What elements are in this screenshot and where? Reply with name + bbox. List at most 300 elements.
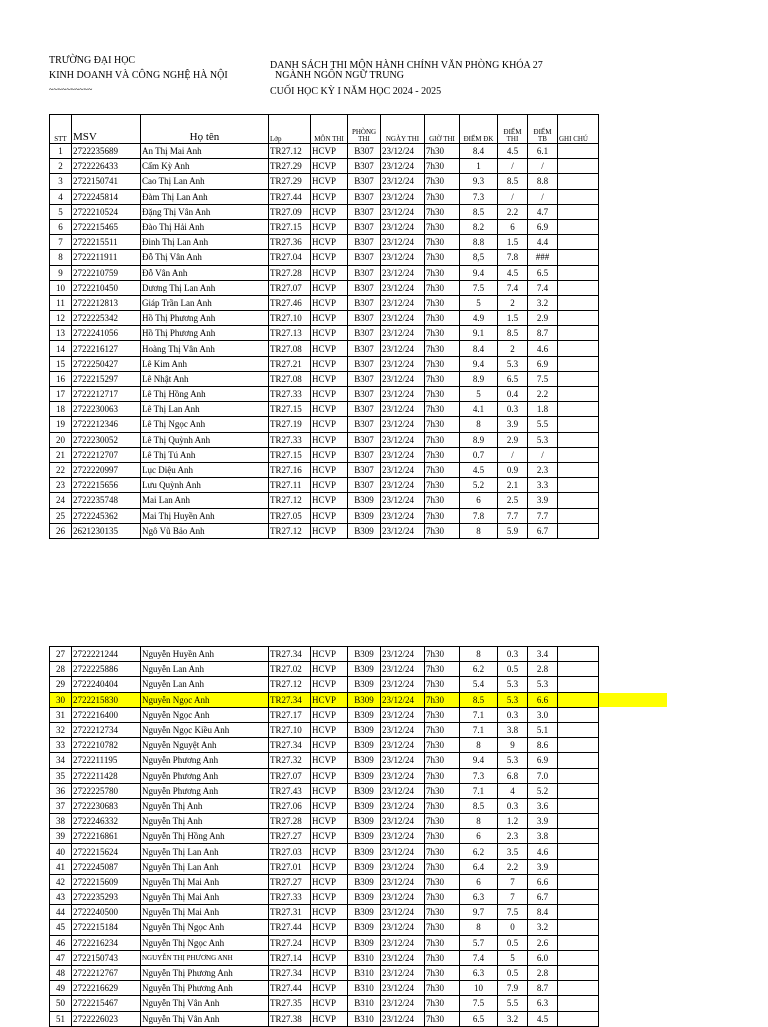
cell-name: Đỗ Vân Anh xyxy=(141,265,269,280)
cell-name: Ngô Vũ Bảo Anh xyxy=(141,523,269,538)
table-row xyxy=(50,677,599,692)
cell-msv: 2722215830 xyxy=(72,692,141,707)
cell-time: 7h30 xyxy=(425,402,460,417)
cell-exam-score: / xyxy=(498,189,528,204)
column-header-room: PHÒNG THI xyxy=(348,115,381,144)
cell-average-score: 8.4 xyxy=(528,905,558,920)
cell-attendance-score: 10 xyxy=(460,981,498,996)
cell-msv: 2722225886 xyxy=(72,662,141,677)
cell-time: 7h30 xyxy=(425,753,460,768)
cell-notes xyxy=(558,265,599,280)
cell-msv: 2722215184 xyxy=(72,920,141,935)
cell-attendance-score: 9.4 xyxy=(460,753,498,768)
cell-msv: 2722215656 xyxy=(72,478,141,493)
cell-room: B309 xyxy=(348,844,381,859)
cell-room: B309 xyxy=(348,493,381,508)
table-row xyxy=(50,204,599,219)
cell-attendance-score: 6 xyxy=(460,829,498,844)
cell-msv: 2722216861 xyxy=(72,829,141,844)
cell-time: 7h30 xyxy=(425,447,460,462)
cell-date: 23/12/24 xyxy=(381,478,425,493)
table-row xyxy=(50,508,599,523)
cell-subject: HCVP xyxy=(311,905,348,920)
cell-time: 7h30 xyxy=(425,722,460,737)
cell-subject: HCVP xyxy=(311,874,348,889)
cell-name: Đàm Thị Lan Anh xyxy=(141,189,269,204)
table-row xyxy=(50,144,599,159)
cell-notes xyxy=(558,371,599,386)
cell-date: 23/12/24 xyxy=(381,371,425,386)
cell-average-score: / xyxy=(528,159,558,174)
cell-subject: HCVP xyxy=(311,844,348,859)
cell-exam-score: 7.7 xyxy=(498,508,528,523)
cell-subject: HCVP xyxy=(311,235,348,250)
table-row xyxy=(50,814,599,829)
cell-time: 7h30 xyxy=(425,189,460,204)
cell-name: Nguyễn Ngọc Anh xyxy=(141,707,269,722)
cell-msv: 2722235689 xyxy=(72,144,141,159)
cell-notes xyxy=(558,920,599,935)
cell-subject: HCVP xyxy=(311,508,348,523)
cell-room: B307 xyxy=(348,235,381,250)
cell-room: B309 xyxy=(348,692,381,707)
cell-name: Lê Nhật Anh xyxy=(141,371,269,386)
cell-attendance-score: 8.4 xyxy=(460,341,498,356)
cell-name: NGUYỄN THỊ PHƯƠNG ANH xyxy=(141,950,269,965)
cell-exam-score: 0.5 xyxy=(498,662,528,677)
cell-msv: 2722211195 xyxy=(72,753,141,768)
cell-time: 7h30 xyxy=(425,432,460,447)
column-header-class: Lớp xyxy=(269,115,311,144)
cell-stt: 30 xyxy=(50,692,72,707)
cell-average-score: 2.2 xyxy=(528,387,558,402)
cell-time: 7h30 xyxy=(425,204,460,219)
cell-date: 23/12/24 xyxy=(381,965,425,980)
cell-room: B307 xyxy=(348,189,381,204)
cell-msv: 2722240404 xyxy=(72,677,141,692)
cell-time: 7h30 xyxy=(425,935,460,950)
cell-exam-score: 1.2 xyxy=(498,814,528,829)
cell-average-score: 4.6 xyxy=(528,844,558,859)
table-row xyxy=(50,371,599,386)
cell-exam-score: 7 xyxy=(498,890,528,905)
cell-date: 23/12/24 xyxy=(381,493,425,508)
cell-average-score: 8.8 xyxy=(528,174,558,189)
cell-class: TR27.44 xyxy=(269,189,311,204)
cell-average-score: 6.9 xyxy=(528,753,558,768)
cell-average-score: ### xyxy=(528,250,558,265)
cell-stt: 18 xyxy=(50,402,72,417)
cell-exam-score: 2 xyxy=(498,295,528,310)
cell-subject: HCVP xyxy=(311,326,348,341)
cell-subject: HCVP xyxy=(311,783,348,798)
cell-exam-score: 2.2 xyxy=(498,204,528,219)
cell-msv: 2722241056 xyxy=(72,326,141,341)
cell-average-score: 3.9 xyxy=(528,859,558,874)
cell-time: 7h30 xyxy=(425,280,460,295)
cell-room: B309 xyxy=(348,647,381,662)
cell-room: B307 xyxy=(348,295,381,310)
cell-average-score: 3.2 xyxy=(528,920,558,935)
cell-class: TR27.15 xyxy=(269,219,311,234)
cell-msv: 2722220997 xyxy=(72,462,141,477)
cell-exam-score: 3.8 xyxy=(498,722,528,737)
cell-attendance-score: 8 xyxy=(460,647,498,662)
table-row xyxy=(50,965,599,980)
table-row xyxy=(50,432,599,447)
cell-date: 23/12/24 xyxy=(381,920,425,935)
cell-msv: 2722225780 xyxy=(72,783,141,798)
cell-class: TR27.38 xyxy=(269,1011,311,1026)
cell-date: 23/12/24 xyxy=(381,707,425,722)
cell-class: TR27.21 xyxy=(269,356,311,371)
cell-date: 23/12/24 xyxy=(381,1011,425,1026)
cell-class: TR27.06 xyxy=(269,798,311,813)
cell-average-score: 7.5 xyxy=(528,371,558,386)
cell-room: B307 xyxy=(348,432,381,447)
cell-name: Lê Thị Ngọc Anh xyxy=(141,417,269,432)
cell-date: 23/12/24 xyxy=(381,219,425,234)
cell-date: 23/12/24 xyxy=(381,326,425,341)
cell-stt: 38 xyxy=(50,814,72,829)
cell-time: 7h30 xyxy=(425,965,460,980)
cell-class: TR27.03 xyxy=(269,844,311,859)
cell-subject: HCVP xyxy=(311,432,348,447)
cell-name: Nguyễn Thị Mai Anh xyxy=(141,874,269,889)
cell-notes xyxy=(558,965,599,980)
cell-stt: 35 xyxy=(50,768,72,783)
cell-msv: 2722240500 xyxy=(72,905,141,920)
cell-notes xyxy=(558,692,599,707)
cell-room: B307 xyxy=(348,159,381,174)
cell-stt: 22 xyxy=(50,462,72,477)
cell-notes xyxy=(558,707,599,722)
cell-room: B309 xyxy=(348,707,381,722)
cell-stt: 21 xyxy=(50,447,72,462)
column-header-notes: GHI CHÚ xyxy=(558,115,599,144)
cell-class: TR27.34 xyxy=(269,647,311,662)
cell-room: B309 xyxy=(348,920,381,935)
table-row xyxy=(50,859,599,874)
table-row xyxy=(50,341,599,356)
cell-date: 23/12/24 xyxy=(381,981,425,996)
column-header-name: Họ tên xyxy=(141,115,269,144)
cell-notes xyxy=(558,189,599,204)
cell-name: An Thị Mai Anh xyxy=(141,144,269,159)
cell-stt: 44 xyxy=(50,905,72,920)
cell-msv: 2722212717 xyxy=(72,387,141,402)
cell-date: 23/12/24 xyxy=(381,250,425,265)
cell-time: 7h30 xyxy=(425,677,460,692)
cell-time: 7h30 xyxy=(425,798,460,813)
cell-room: B307 xyxy=(348,417,381,432)
cell-date: 23/12/24 xyxy=(381,280,425,295)
cell-date: 23/12/24 xyxy=(381,144,425,159)
cell-exam-score: 1.5 xyxy=(498,311,528,326)
cell-attendance-score: 8 xyxy=(460,814,498,829)
table-row xyxy=(50,326,599,341)
cell-attendance-score: 7.1 xyxy=(460,783,498,798)
cell-average-score: 4.6 xyxy=(528,341,558,356)
cell-class: TR27.14 xyxy=(269,950,311,965)
cell-date: 23/12/24 xyxy=(381,935,425,950)
cell-subject: HCVP xyxy=(311,677,348,692)
cell-time: 7h30 xyxy=(425,890,460,905)
table-row xyxy=(50,950,599,965)
cell-name: Nguyễn Thị Lan Anh xyxy=(141,844,269,859)
table-row xyxy=(50,311,599,326)
cell-average-score: 2.8 xyxy=(528,662,558,677)
table-row xyxy=(50,829,599,844)
cell-notes xyxy=(558,844,599,859)
cell-name: Nguyễn Thị Anh xyxy=(141,798,269,813)
cell-subject: HCVP xyxy=(311,341,348,356)
cell-room: B310 xyxy=(348,950,381,965)
table-row xyxy=(50,798,599,813)
cell-msv: 2722230683 xyxy=(72,798,141,813)
cell-room: B309 xyxy=(348,768,381,783)
cell-average-score: 8.7 xyxy=(528,326,558,341)
cell-msv: 2722245814 xyxy=(72,189,141,204)
cell-time: 7h30 xyxy=(425,981,460,996)
cell-average-score: 1.8 xyxy=(528,402,558,417)
cell-room: B307 xyxy=(348,144,381,159)
cell-attendance-score: 6.2 xyxy=(460,844,498,859)
table-row xyxy=(50,753,599,768)
cell-msv: 2722235293 xyxy=(72,890,141,905)
cell-time: 7h30 xyxy=(425,478,460,493)
cell-subject: HCVP xyxy=(311,417,348,432)
cell-stt: 46 xyxy=(50,935,72,950)
cell-class: TR27.15 xyxy=(269,402,311,417)
cell-stt: 20 xyxy=(50,432,72,447)
cell-notes xyxy=(558,950,599,965)
cell-class: TR27.10 xyxy=(269,311,311,326)
cell-stt: 31 xyxy=(50,707,72,722)
cell-date: 23/12/24 xyxy=(381,905,425,920)
cell-msv: 2722230063 xyxy=(72,402,141,417)
cell-attendance-score: 7.3 xyxy=(460,189,498,204)
cell-average-score: 3.6 xyxy=(528,798,558,813)
cell-attendance-score: 8.4 xyxy=(460,144,498,159)
cell-attendance-score: 6.5 xyxy=(460,1011,498,1026)
cell-name: Đào Thị Hải Anh xyxy=(141,219,269,234)
cell-notes xyxy=(558,341,599,356)
cell-time: 7h30 xyxy=(425,768,460,783)
cell-class: TR27.28 xyxy=(269,814,311,829)
cell-notes xyxy=(558,814,599,829)
cell-time: 7h30 xyxy=(425,859,460,874)
cell-date: 23/12/24 xyxy=(381,829,425,844)
cell-name: Nguyễn Thị Vân Anh xyxy=(141,1011,269,1026)
table-row xyxy=(50,219,599,234)
cell-time: 7h30 xyxy=(425,829,460,844)
cell-name: Nguyễn Phương Anh xyxy=(141,783,269,798)
cell-time: 7h30 xyxy=(425,493,460,508)
cell-subject: HCVP xyxy=(311,707,348,722)
table-row xyxy=(50,920,599,935)
cell-msv: 2722150743 xyxy=(72,950,141,965)
cell-notes xyxy=(558,462,599,477)
cell-stt: 24 xyxy=(50,493,72,508)
cell-notes xyxy=(558,432,599,447)
cell-msv: 2722212707 xyxy=(72,447,141,462)
cell-room: B309 xyxy=(348,662,381,677)
table-row xyxy=(50,356,599,371)
cell-exam-score: / xyxy=(498,447,528,462)
cell-average-score: 8.7 xyxy=(528,981,558,996)
cell-attendance-score: 7.1 xyxy=(460,722,498,737)
cell-attendance-score: 5 xyxy=(460,387,498,402)
cell-exam-score: 0 xyxy=(498,920,528,935)
cell-attendance-score: 6 xyxy=(460,874,498,889)
cell-stt: 43 xyxy=(50,890,72,905)
cell-name: Dương Thị Lan Anh xyxy=(141,280,269,295)
cell-attendance-score: 8,5 xyxy=(460,250,498,265)
cell-stt: 34 xyxy=(50,753,72,768)
cell-subject: HCVP xyxy=(311,265,348,280)
cell-msv: 2722250427 xyxy=(72,356,141,371)
table-row xyxy=(50,981,599,996)
table-row xyxy=(50,523,599,538)
cell-time: 7h30 xyxy=(425,692,460,707)
document-subtitle-semester: CUỐI HỌC KỲ I NĂM HỌC 2024 - 2025 xyxy=(270,86,442,97)
table-row xyxy=(50,265,599,280)
cell-date: 23/12/24 xyxy=(381,417,425,432)
table-row xyxy=(50,692,599,707)
cell-name: Nguyễn Thị Ngọc Anh xyxy=(141,920,269,935)
cell-class: TR27.19 xyxy=(269,417,311,432)
cell-attendance-score: 9.3 xyxy=(460,174,498,189)
cell-average-score: 2.9 xyxy=(528,311,558,326)
cell-time: 7h30 xyxy=(425,950,460,965)
cell-room: B310 xyxy=(348,981,381,996)
cell-date: 23/12/24 xyxy=(381,814,425,829)
cell-class: TR27.33 xyxy=(269,387,311,402)
cell-room: B309 xyxy=(348,935,381,950)
cell-date: 23/12/24 xyxy=(381,738,425,753)
cell-room: B309 xyxy=(348,722,381,737)
cell-exam-score: 5.3 xyxy=(498,753,528,768)
cell-subject: HCVP xyxy=(311,159,348,174)
cell-time: 7h30 xyxy=(425,844,460,859)
cell-msv: 2722211911 xyxy=(72,250,141,265)
cell-notes xyxy=(558,387,599,402)
cell-name: Nguyễn Thị Ngọc Anh xyxy=(141,935,269,950)
cell-notes xyxy=(558,829,599,844)
cell-class: TR27.27 xyxy=(269,874,311,889)
cell-name: Nguyễn Phương Anh xyxy=(141,768,269,783)
cell-exam-score: 6.8 xyxy=(498,768,528,783)
cell-time: 7h30 xyxy=(425,265,460,280)
cell-stt: 32 xyxy=(50,722,72,737)
cell-exam-score: 9 xyxy=(498,738,528,753)
cell-room: B307 xyxy=(348,280,381,295)
cell-date: 23/12/24 xyxy=(381,311,425,326)
cell-class: TR27.05 xyxy=(269,508,311,523)
cell-subject: HCVP xyxy=(311,478,348,493)
cell-stt: 1 xyxy=(50,144,72,159)
cell-notes xyxy=(558,356,599,371)
cell-attendance-score: 8.9 xyxy=(460,371,498,386)
cell-msv: 2722210524 xyxy=(72,204,141,219)
cell-notes xyxy=(558,159,599,174)
cell-average-score: 7.4 xyxy=(528,280,558,295)
table-row xyxy=(50,783,599,798)
cell-average-score: 6.1 xyxy=(528,144,558,159)
table-row xyxy=(50,402,599,417)
cell-notes xyxy=(558,996,599,1011)
cell-room: B307 xyxy=(348,341,381,356)
cell-attendance-score: 8.9 xyxy=(460,432,498,447)
cell-room: B307 xyxy=(348,356,381,371)
cell-subject: HCVP xyxy=(311,996,348,1011)
cell-date: 23/12/24 xyxy=(381,462,425,477)
cell-stt: 23 xyxy=(50,478,72,493)
exam-list-table-page1 xyxy=(49,114,599,539)
cell-class: TR27.24 xyxy=(269,935,311,950)
cell-date: 23/12/24 xyxy=(381,753,425,768)
cell-stt: 45 xyxy=(50,920,72,935)
cell-room: B307 xyxy=(348,447,381,462)
cell-room: B307 xyxy=(348,462,381,477)
cell-stt: 49 xyxy=(50,981,72,996)
cell-name: Nguyễn Thị Lan Anh xyxy=(141,859,269,874)
cell-name: Cấm Kỳ Anh xyxy=(141,159,269,174)
cell-class: TR27.44 xyxy=(269,920,311,935)
cell-subject: HCVP xyxy=(311,189,348,204)
cell-attendance-score: 6.4 xyxy=(460,859,498,874)
cell-class: TR27.36 xyxy=(269,235,311,250)
cell-subject: HCVP xyxy=(311,523,348,538)
cell-notes xyxy=(558,250,599,265)
cell-time: 7h30 xyxy=(425,387,460,402)
cell-time: 7h30 xyxy=(425,159,460,174)
cell-class: TR27.16 xyxy=(269,462,311,477)
cell-room: B310 xyxy=(348,996,381,1011)
cell-subject: HCVP xyxy=(311,920,348,935)
cell-name: Nguyễn Thị Phương Anh xyxy=(141,981,269,996)
cell-room: B307 xyxy=(348,219,381,234)
cell-average-score: 6.9 xyxy=(528,356,558,371)
cell-stt: 6 xyxy=(50,219,72,234)
cell-name: Nguyễn Lan Anh xyxy=(141,677,269,692)
cell-name: Mai Thị Huyền Anh xyxy=(141,508,269,523)
cell-room: B309 xyxy=(348,829,381,844)
cell-name: Nguyễn Lan Anh xyxy=(141,662,269,677)
cell-date: 23/12/24 xyxy=(381,523,425,538)
cell-msv: 2722150741 xyxy=(72,174,141,189)
cell-date: 23/12/24 xyxy=(381,662,425,677)
cell-notes xyxy=(558,326,599,341)
cell-stt: 19 xyxy=(50,417,72,432)
cell-exam-score: 0.3 xyxy=(498,707,528,722)
cell-date: 23/12/24 xyxy=(381,387,425,402)
cell-attendance-score: 6.3 xyxy=(460,890,498,905)
cell-exam-score: 0.5 xyxy=(498,965,528,980)
table-row xyxy=(50,905,599,920)
cell-attendance-score: 4.9 xyxy=(460,311,498,326)
cell-subject: HCVP xyxy=(311,798,348,813)
column-header-subject: MÔN THI xyxy=(311,115,348,144)
table-row xyxy=(50,707,599,722)
cell-average-score: 6.6 xyxy=(528,874,558,889)
cell-attendance-score: 8 xyxy=(460,738,498,753)
cell-exam-score: 6 xyxy=(498,219,528,234)
cell-attendance-score: 5.2 xyxy=(460,478,498,493)
cell-name: Lê Thị Quỳnh Anh xyxy=(141,432,269,447)
cell-time: 7h30 xyxy=(425,341,460,356)
